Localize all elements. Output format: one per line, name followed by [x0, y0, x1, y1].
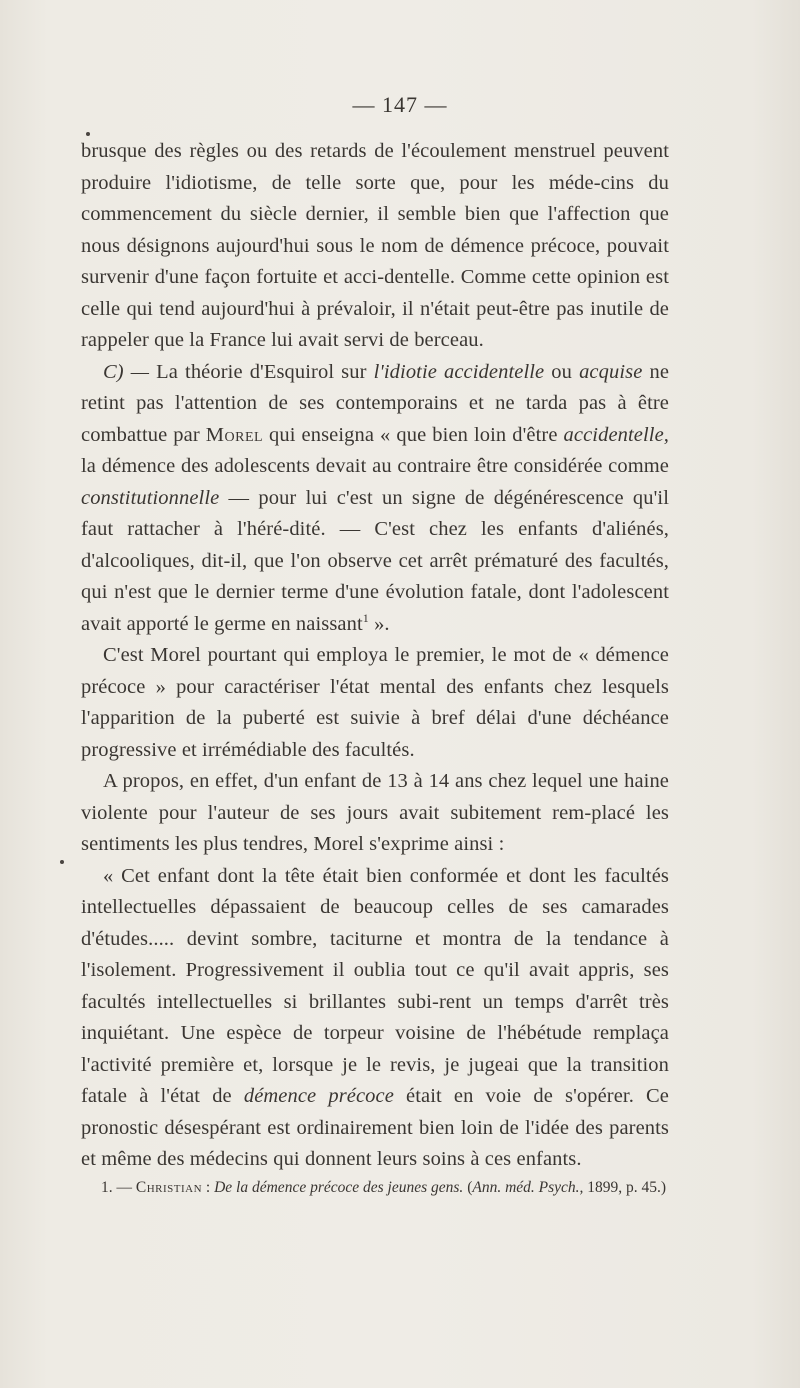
footnotes [81, 1178, 669, 1198]
italic-run: constitutionnelle [81, 486, 220, 509]
paragraph-3: C'est Morel pourtant qui employa le premier, le mot de « démence précoce » pour caractériser l'état mental des enfants chez lesquels l'apparition de la puberté est suivie à bref délai d'une déchéance progressive et irrémédiable des facultés. [81, 644, 669, 761]
print-speck [60, 860, 64, 864]
text-run: ne retint pas l'attention de ses contemporains et ne tarda pas à être combattue par [81, 360, 670, 446]
text-run: La théorie d'Esquirol sur [149, 360, 374, 383]
footnote-1 [81, 1178, 669, 1198]
body-text [81, 136, 669, 1176]
italic-run: accidentelle, [563, 423, 669, 446]
text-run: qui enseigna « que bien loin d'être [263, 423, 564, 446]
italic-run: démence précoce [243, 1085, 394, 1107]
italic-run: acquise [579, 360, 643, 383]
text-run: 1899, p. 45.) [583, 1179, 667, 1196]
italic-run: l'idiotie accidentelle [373, 360, 545, 383]
text-run: « Cet enfant dont la tête était bien conformée et dont les facultés intellectuelles dépassaient de beaucoup celles de ses camarades d'études..... devint sombre, taciturne et montra de la tendance à l'isolement. Progressivement il oublia tout ce qu'il avait appris, ses facultés intellectuelles si brillantes subi-rent un temps d'arrêt très inquiétant. Une espèce de torpeur voisine de l'hébétude remplaça l'activité première et, lorsque je le revis, je jugeai que la transition fatale à l'état de [81, 864, 669, 1107]
text-run: ( [463, 1179, 473, 1196]
footnote-number: 1. — [101, 1179, 136, 1196]
footnote-author: Christian [135, 1179, 203, 1196]
footnote-ref[interactable]: 1 [362, 610, 369, 625]
paragraph-1: brusque des règles ou des retards de l'écoulement menstruel peuvent produire l'idiotisme, de telle sorte que, pour les méde-cins du commencement du siècle dernier, il semble bien que l'affection que nous désignons aujourd'hui sous le nom de démence précoce, pouvait survenir d'une façon fortuite et acci-dentelle. Comme cette opinion est celle qui tend aujourd'hui à prévaloir, il n'était peut-être pas inutile de rappeler que la France lui avait servi de berceau. [81, 140, 669, 351]
section-label: C) — [103, 360, 150, 383]
paragraph-4: A propos, en effet, d'un enfant de 13 à 14 ans chez lequel une haine violente pour l'auteur de ses jours avait subitement rem-placé les sentiments les plus tendres, Morel s'exprime ainsi : [81, 770, 669, 855]
footnote-title: De la démence précoce des jeunes gens. [214, 1179, 464, 1196]
text-run: ou [544, 360, 580, 383]
text-run: : [202, 1179, 215, 1196]
footnote-journal: Ann. méd. Psych., [472, 1179, 584, 1196]
text-run: — pour lui c'est un signe de dégénérescence qu'il faut rattacher à l'héré-dité. — C'est chez les enfants d'aliénés, d'alcooliques, dit-il, que l'on observe cet arrêt prématuré des facultés, qui n'est que le dernier terme d'une évolution fatale, dont l'adolescent avait apporté le germe en naissant [81, 486, 669, 635]
page-number: — 147 — [352, 92, 448, 117]
author-name: Morel [205, 423, 264, 446]
text-run: était en voie de s'opérer. Ce pronostic désespérant est ordinairement bien loin de l'idée des parents et même des médecins qui donnent leurs soins à ces enfants. [81, 1085, 669, 1170]
text-run: ». [368, 612, 390, 635]
text-run: la démence des adolescents devait au contraire être considérée comme [81, 455, 669, 477]
paragraph-2 [81, 357, 669, 641]
paragraph-5-quote [81, 861, 669, 1176]
